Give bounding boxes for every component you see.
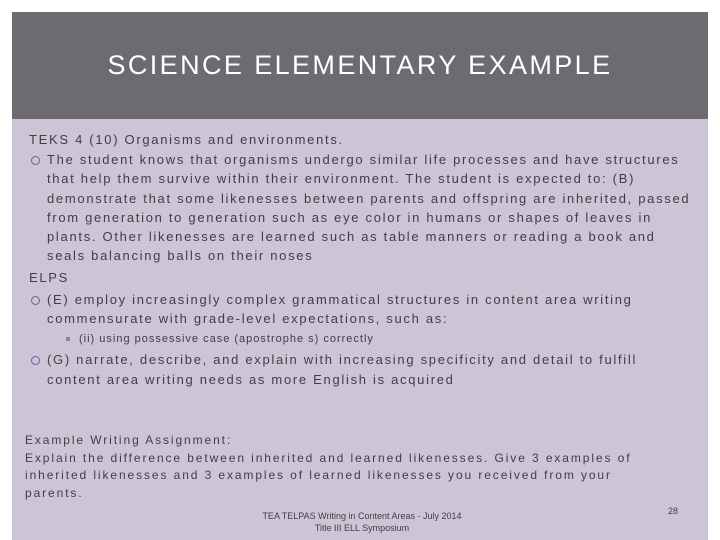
- hollow-circle-bullet-icon: [31, 356, 40, 365]
- slide: [12, 12, 708, 540]
- elps-heading: ELPS: [29, 269, 70, 285]
- slide-title: SCIENCE ELEMENTARY EXAMPLE: [107, 50, 613, 80]
- square-bullet-icon: [66, 337, 70, 341]
- footer-line-1: TEA TELPAS Writing in Content Areas - July 2014: [262, 511, 462, 521]
- slide-footer: [202, 510, 522, 534]
- teks-heading: TEKS 4 (10) Organisms and environments.: [29, 132, 344, 147]
- elps-bullet-g-text: (G) narrate, describe, and explain with increasing specificity and detail to fulfill content area writing needs as more English is acquired: [47, 352, 638, 387]
- teks-bullet: [29, 150, 694, 266]
- title-bar: [12, 12, 708, 119]
- elps-bullet-e: [29, 290, 694, 329]
- teks-bullet-text: The student knows that organisms undergo similar life processes and have structures that help them survive within their environment. The student is expected to: (B) demonstrate that some likenesses between parents and offspring are inherited, passed from generation to generation such as eye color in humans or shapes of leaves in plants. Other likenesses are learned such as table manners or reading a book and seals balancing balls on their noses: [47, 152, 691, 264]
- elps-bullet-e-text: (E) employ increasingly complex grammatical structures in content area writing commensurate with grade-level expectations, such as:: [47, 291, 633, 327]
- writing-assignment: [25, 432, 675, 502]
- page-number: 28: [667, 506, 678, 516]
- hollow-circle-bullet-icon: [31, 156, 40, 165]
- assignment-heading: Example Writing Assignment:: [25, 433, 233, 447]
- footer-line-2: Title III ELL Symposium: [314, 523, 410, 533]
- hollow-circle-bullet-icon: [31, 296, 40, 305]
- elps-sub-bullet-ii-text: (ii) using possessive case (apostrophe s) correctly: [79, 333, 374, 346]
- assignment-text: Explain the difference between inherited and learned likenesses. Give 3 examples of inherited likenesses and 3 examples of learned likenesses you received from your parents.: [25, 450, 632, 500]
- elps-bullet-g: [29, 350, 694, 389]
- slide-content: [29, 130, 694, 389]
- elps-sub-bullet-ii: [29, 330, 694, 348]
